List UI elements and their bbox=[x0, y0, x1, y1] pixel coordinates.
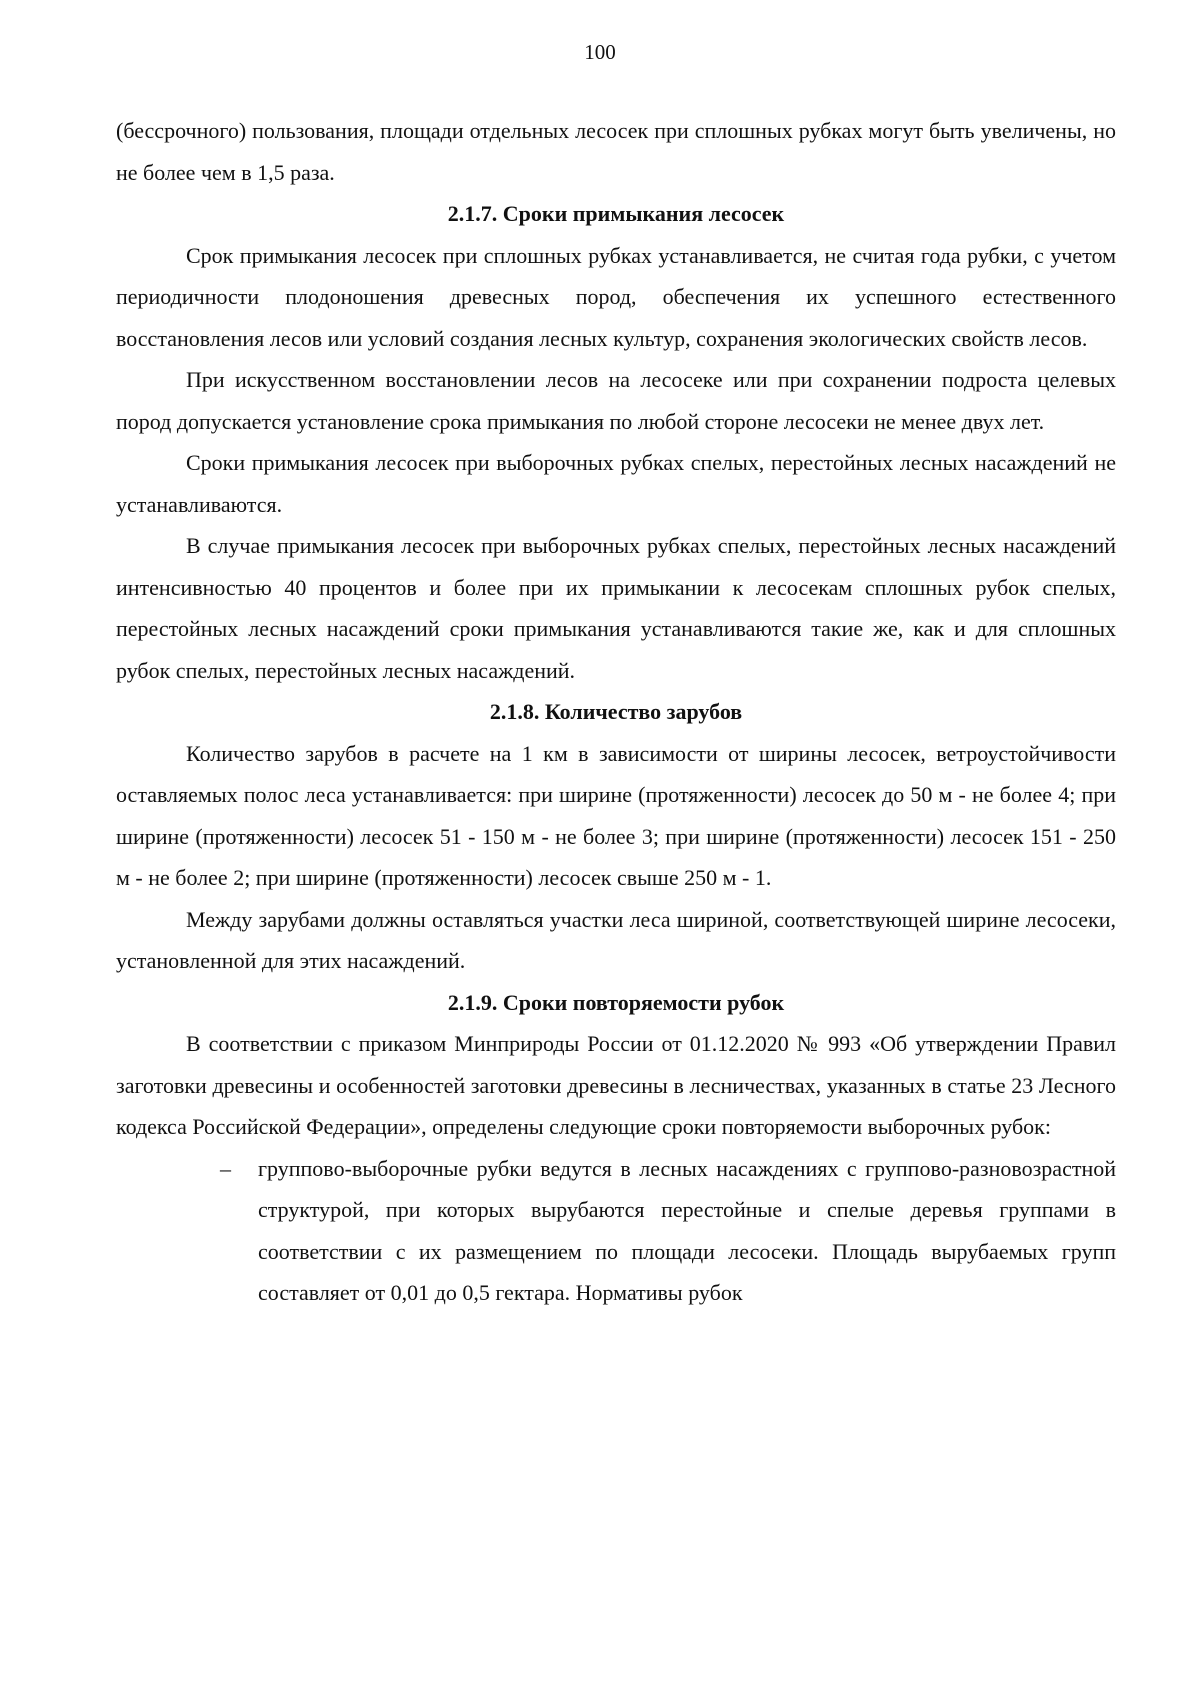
section-heading: 2.1.7. Сроки примыкания лесосек bbox=[447, 201, 785, 226]
paragraph: При искусственном восстановлении лесов на лесосеке или при сохранении подроста целевых пород допускается установление срока примыкания по любой стороне лесосеки не менее двух лет. bbox=[116, 367, 1116, 434]
paragraph: В случае примыкания лесосек при выборочных рубках спелых, перестойных лесных насаждений интенсивностью 40 процентов и более при их примыкании к лесосекам сплошных рубок спелых, перестойных лесных насаждений сроки примыкания устанавливаются такие же, как и для сплошных рубок спелых, перестойных лесных насаждений. bbox=[116, 533, 1116, 683]
paragraph: Срок примыкания лесосек при сплошных рубках устанавливается, не считая года рубки, с учетом периодичности плодоношения древесных пород, обеспечения их успешного естественного восстановления лесов или условий создания лесных культур, сохранения экологических свойств лесов. bbox=[116, 242, 1116, 351]
section-heading: 2.1.9. Сроки повторяемости рубок bbox=[447, 989, 785, 1015]
paragraph: В соответствии с приказом Минприроды России от 01.12.2020 № 993 «Об утверждении Правил заготовки древесины и особенностей заготовки древесины в лесничествах, указанных в статье 23 Лесного кодекса Российской Федерации», определены следующие сроки повторяемости выборочных рубок: bbox=[116, 1031, 1116, 1139]
page-content bbox=[116, 110, 1116, 1314]
list-item-text: групповo-выборочные рубки ведутся в лесных насаждениях с групповo-разновозрастной структурой, при которых вырубаются перестойные и спелые деревья группами в соответствии с их размещением по площади лесосеки. Площадь вырубаемых групп составляет от 0,01 до 0,5 гектара. Нормативы рубок bbox=[258, 1155, 1116, 1305]
bullet-dash: – bbox=[220, 1155, 231, 1181]
section-heading: 2.1.8. Количество зарубов bbox=[489, 699, 743, 724]
paragraph: (бессрочного) пользования, площади отдельных лесосек при сплошных рубках могут быть увеличены, но не более чем в 1,5 раза. bbox=[116, 118, 1116, 185]
page-number: 100 bbox=[584, 40, 616, 64]
paragraph: Количество зарубов в расчете на 1 км в зависимости от ширины лесосек, ветроустойчивости оставляемых полос леса устанавливается: при ширине (протяженности) лесосек до 50 м - не более 4; при ширине (протяженности) лесосек 51 - 150 м - не более 3; при ширине (протяженности) лесосек 151 - 250 м - не более 2; при ширине (протяженности) лесосек свыше 250 м - 1. bbox=[116, 740, 1116, 890]
list-item bbox=[116, 1148, 1116, 1314]
paragraph: Между зарубами должны оставляться участки леса шириной, соответствующей ширине лесосеки, установленной для этих насаждений. bbox=[116, 906, 1116, 973]
paragraph: Сроки примыкания лесосек при выборочных рубках спелых, перестойных лесных насаждений не устанавливаются. bbox=[116, 450, 1116, 517]
